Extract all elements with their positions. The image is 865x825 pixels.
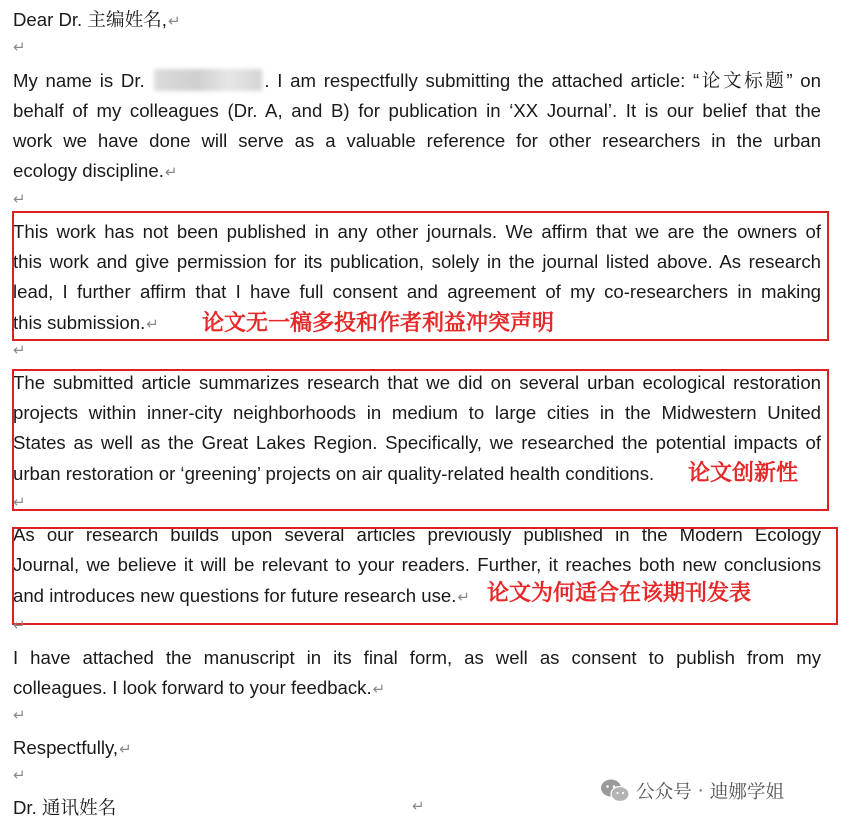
paragraph-mark: ↵ [164, 164, 178, 181]
watermark-account: 公众号 [636, 782, 692, 803]
paragraph-mark: ↵ [119, 741, 132, 758]
empty-paragraph-mark: ↵ [13, 707, 26, 724]
watermark [600, 776, 784, 806]
highlight-box-journal-fit [12, 527, 838, 625]
closing-text: Respectfully, [13, 737, 119, 758]
p4-line-1: As our research builds upon several articles previously published in the Modern Ecology [13, 524, 821, 545]
empty-paragraph-mark: ↵ [13, 342, 26, 359]
salutation [13, 5, 821, 35]
p3-line-4: urban restoration or ‘greening’ projects on air quality-related health conditions. [13, 463, 655, 484]
p1-line-4 [13, 156, 821, 186]
p2-line-2: this work and give permission for its publication, solely in the journal listed above. As research [13, 251, 821, 272]
watermark-separator: · [697, 780, 704, 802]
p1-line-1 [13, 66, 821, 96]
p3-line-3: States as well as the Great Lakes Region. Specifically, we researched the potential impacts of [13, 432, 821, 453]
p2-line-3: lead, I further affirm that I have full consent and agreement of my co-researchers in making [13, 281, 821, 302]
empty-paragraph-mark: ↵ [13, 39, 26, 56]
p3-line-1: The submitted article summarizes research that we did on several urban ecological restoration [13, 372, 821, 393]
closing [13, 733, 821, 763]
p4-line-3-text: and introduces new questions for future research use. [13, 585, 457, 606]
paragraph-mark: ↵ [412, 798, 425, 815]
paragraph-mark: ↵ [167, 13, 181, 30]
p5-line-2-text: colleagues. I look forward to your feedback. [13, 677, 372, 698]
annotation-novelty: 论文创新性 [688, 461, 799, 486]
annotation-originality: 论文无一稿多投和作者利益冲突声明 [202, 311, 555, 336]
p3-line-2: projects within inner-city neighborhoods in medium to large cities in the Midwestern United [13, 402, 821, 423]
p1-line-1-pre: My name is Dr. [13, 70, 153, 91]
empty-paragraph-mark: ↵ [13, 191, 26, 208]
p1-line-2: behalf of my colleagues (Dr. A, and B) for publication in ‘XX Journal’. It is our belief that the [13, 100, 821, 121]
p2-line-1: This work has not been published in any other journals. We affirm that we are the owners of [13, 221, 821, 242]
p2-line-4-text: this submission. [13, 312, 146, 333]
salutation-text: Dear Dr. 主编姓名, [13, 9, 167, 30]
p5-line-1: I have attached the manuscript in its final form, as well as consent to publish from my [13, 647, 821, 668]
paragraph-mark: ↵ [372, 681, 386, 698]
p5-line-2 [13, 673, 821, 703]
empty-paragraph-mark: ↵ [13, 767, 26, 784]
empty-paragraph-mark: ↵ [13, 617, 26, 634]
highlight-box-novelty [12, 369, 829, 511]
annotation-journal-fit: 论文为何适合在该期刊发表 [487, 581, 752, 606]
signature: Dr. 通讯姓名 [13, 797, 117, 818]
redacted-name [154, 69, 262, 91]
paragraph-mark: ↵ [457, 589, 470, 606]
p4-line-2: Journal, we believe it will be relevant to your readers. Further, it reaches both new conclusions [13, 554, 821, 575]
watermark-name: 迪娜学姐 [709, 782, 785, 803]
wechat-icon [600, 778, 630, 804]
empty-paragraph-mark: ↵ [13, 494, 26, 511]
p1-line-4-text: ecology discipline. [13, 160, 164, 181]
p1-line-3: work we have done will serve as a valuable reference for other researchers in the urban [13, 130, 821, 151]
p1-line-1-post: . I am respectfully submitting the attached article: “论文标题” on [264, 70, 821, 91]
paragraph-mark: ↵ [146, 316, 159, 333]
